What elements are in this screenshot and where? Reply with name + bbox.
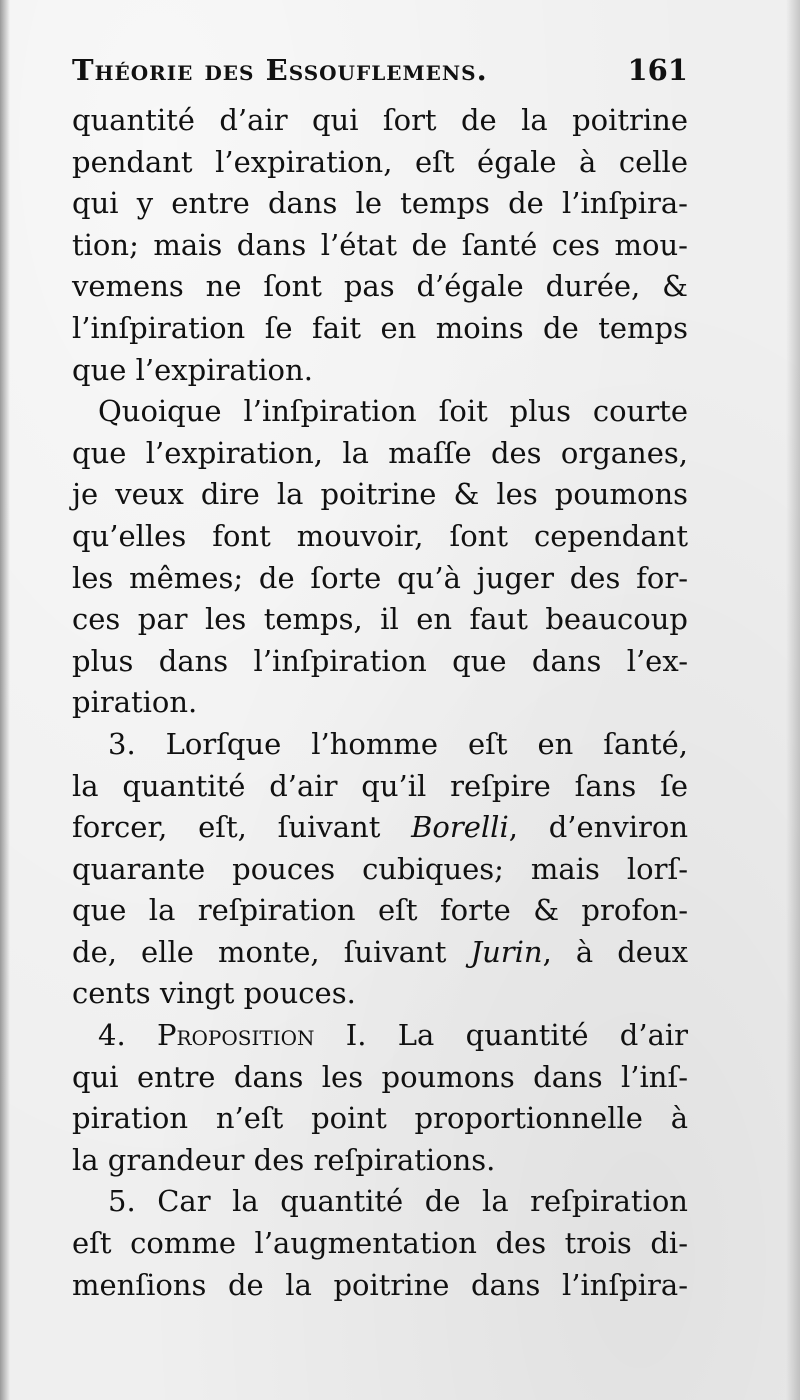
paragraph-5 <box>72 1181 688 1306</box>
text-line: les mêmes; de ſorte qu’à juger des for- <box>72 560 688 595</box>
text-line: l’inſpiration ſe fait en moins de temps <box>72 310 688 345</box>
page-gutter-shadow <box>0 0 10 1400</box>
running-title: Théorie des Essouflemens. <box>72 53 488 87</box>
page-edge-shadow <box>786 0 800 1400</box>
proposition-heading: Proposition I. <box>156 1018 367 1053</box>
text-line <box>72 807 688 849</box>
text-line <box>72 932 688 974</box>
text-line: je veux dire la poitrine & les poumons <box>72 477 688 512</box>
text-run: , à deux <box>542 934 688 969</box>
text-line: pendant l’expiration, eſt égale à celle <box>72 144 688 179</box>
author-name-borelli: Borelli <box>411 810 509 845</box>
paragraph-3 <box>72 724 688 1015</box>
text-line: que l’expiration. <box>72 352 313 387</box>
text-line: qui entre dans les poumons dans l’inſ- <box>72 1059 688 1094</box>
text-line: que la reſpiration eſt forte & profon- <box>72 893 688 928</box>
text-line: tion; mais dans l’état de ſanté ces mou- <box>72 227 688 262</box>
text-line: que l’expiration, la maſſe des organes, <box>72 435 688 470</box>
text-run: forcer, eſt, ſuivant <box>72 810 412 845</box>
text-run: , d’environ <box>508 810 688 845</box>
text-line: 5. Car la quantité de la reſpiration <box>108 1184 688 1219</box>
page-number: 161 <box>627 53 688 87</box>
text-line: ces par les temps, il en faut beaucoup <box>72 602 688 637</box>
text-run: La quantité d’air <box>366 1018 689 1053</box>
author-name-jurin: Jurin <box>470 934 543 969</box>
text-line: quantité d’air qui ſort de la poitrine <box>72 103 688 137</box>
text-line: 3. Lorſque l’homme eſt en ſanté, <box>108 726 688 761</box>
text-line: la quantité d’air qu’il reſpire ſans ſe <box>72 768 688 803</box>
text-line <box>72 1015 688 1057</box>
text-run: 4. <box>98 1018 157 1053</box>
text-line: menſions de la poitrine dans l’inſpira- <box>72 1267 688 1302</box>
text-line: qu’elles font mouvoir, ſont cependant <box>72 518 688 553</box>
text-line: eſt comme l’augmentation des trois di- <box>72 1226 688 1261</box>
text-line: piration n’eſt point proportionnelle à <box>72 1101 688 1136</box>
text-line: cents vingt pouces. <box>72 976 356 1011</box>
text-line: vemens ne ſont pas d’égale durée, & <box>72 269 688 304</box>
paragraph-2 <box>72 391 688 724</box>
paragraph-4 <box>72 1015 688 1181</box>
text-run: de, elle monte, ſuivant <box>72 934 471 969</box>
running-header <box>72 48 688 100</box>
text-line: plus dans l’inſpiration que dans l’ex- <box>72 643 688 678</box>
text-line: la grandeur des reſpirations. <box>72 1142 496 1177</box>
page-text <box>72 48 688 1306</box>
text-line: piration. <box>72 685 198 720</box>
paragraph-1 <box>72 100 688 391</box>
text-line: quarante pouces cubiques; mais lorſ- <box>72 851 688 886</box>
text-line: qui y entre dans le temps de l’inſpira- <box>72 186 688 221</box>
text-line: Quoique l’inſpiration ſoit plus courte <box>98 394 688 429</box>
